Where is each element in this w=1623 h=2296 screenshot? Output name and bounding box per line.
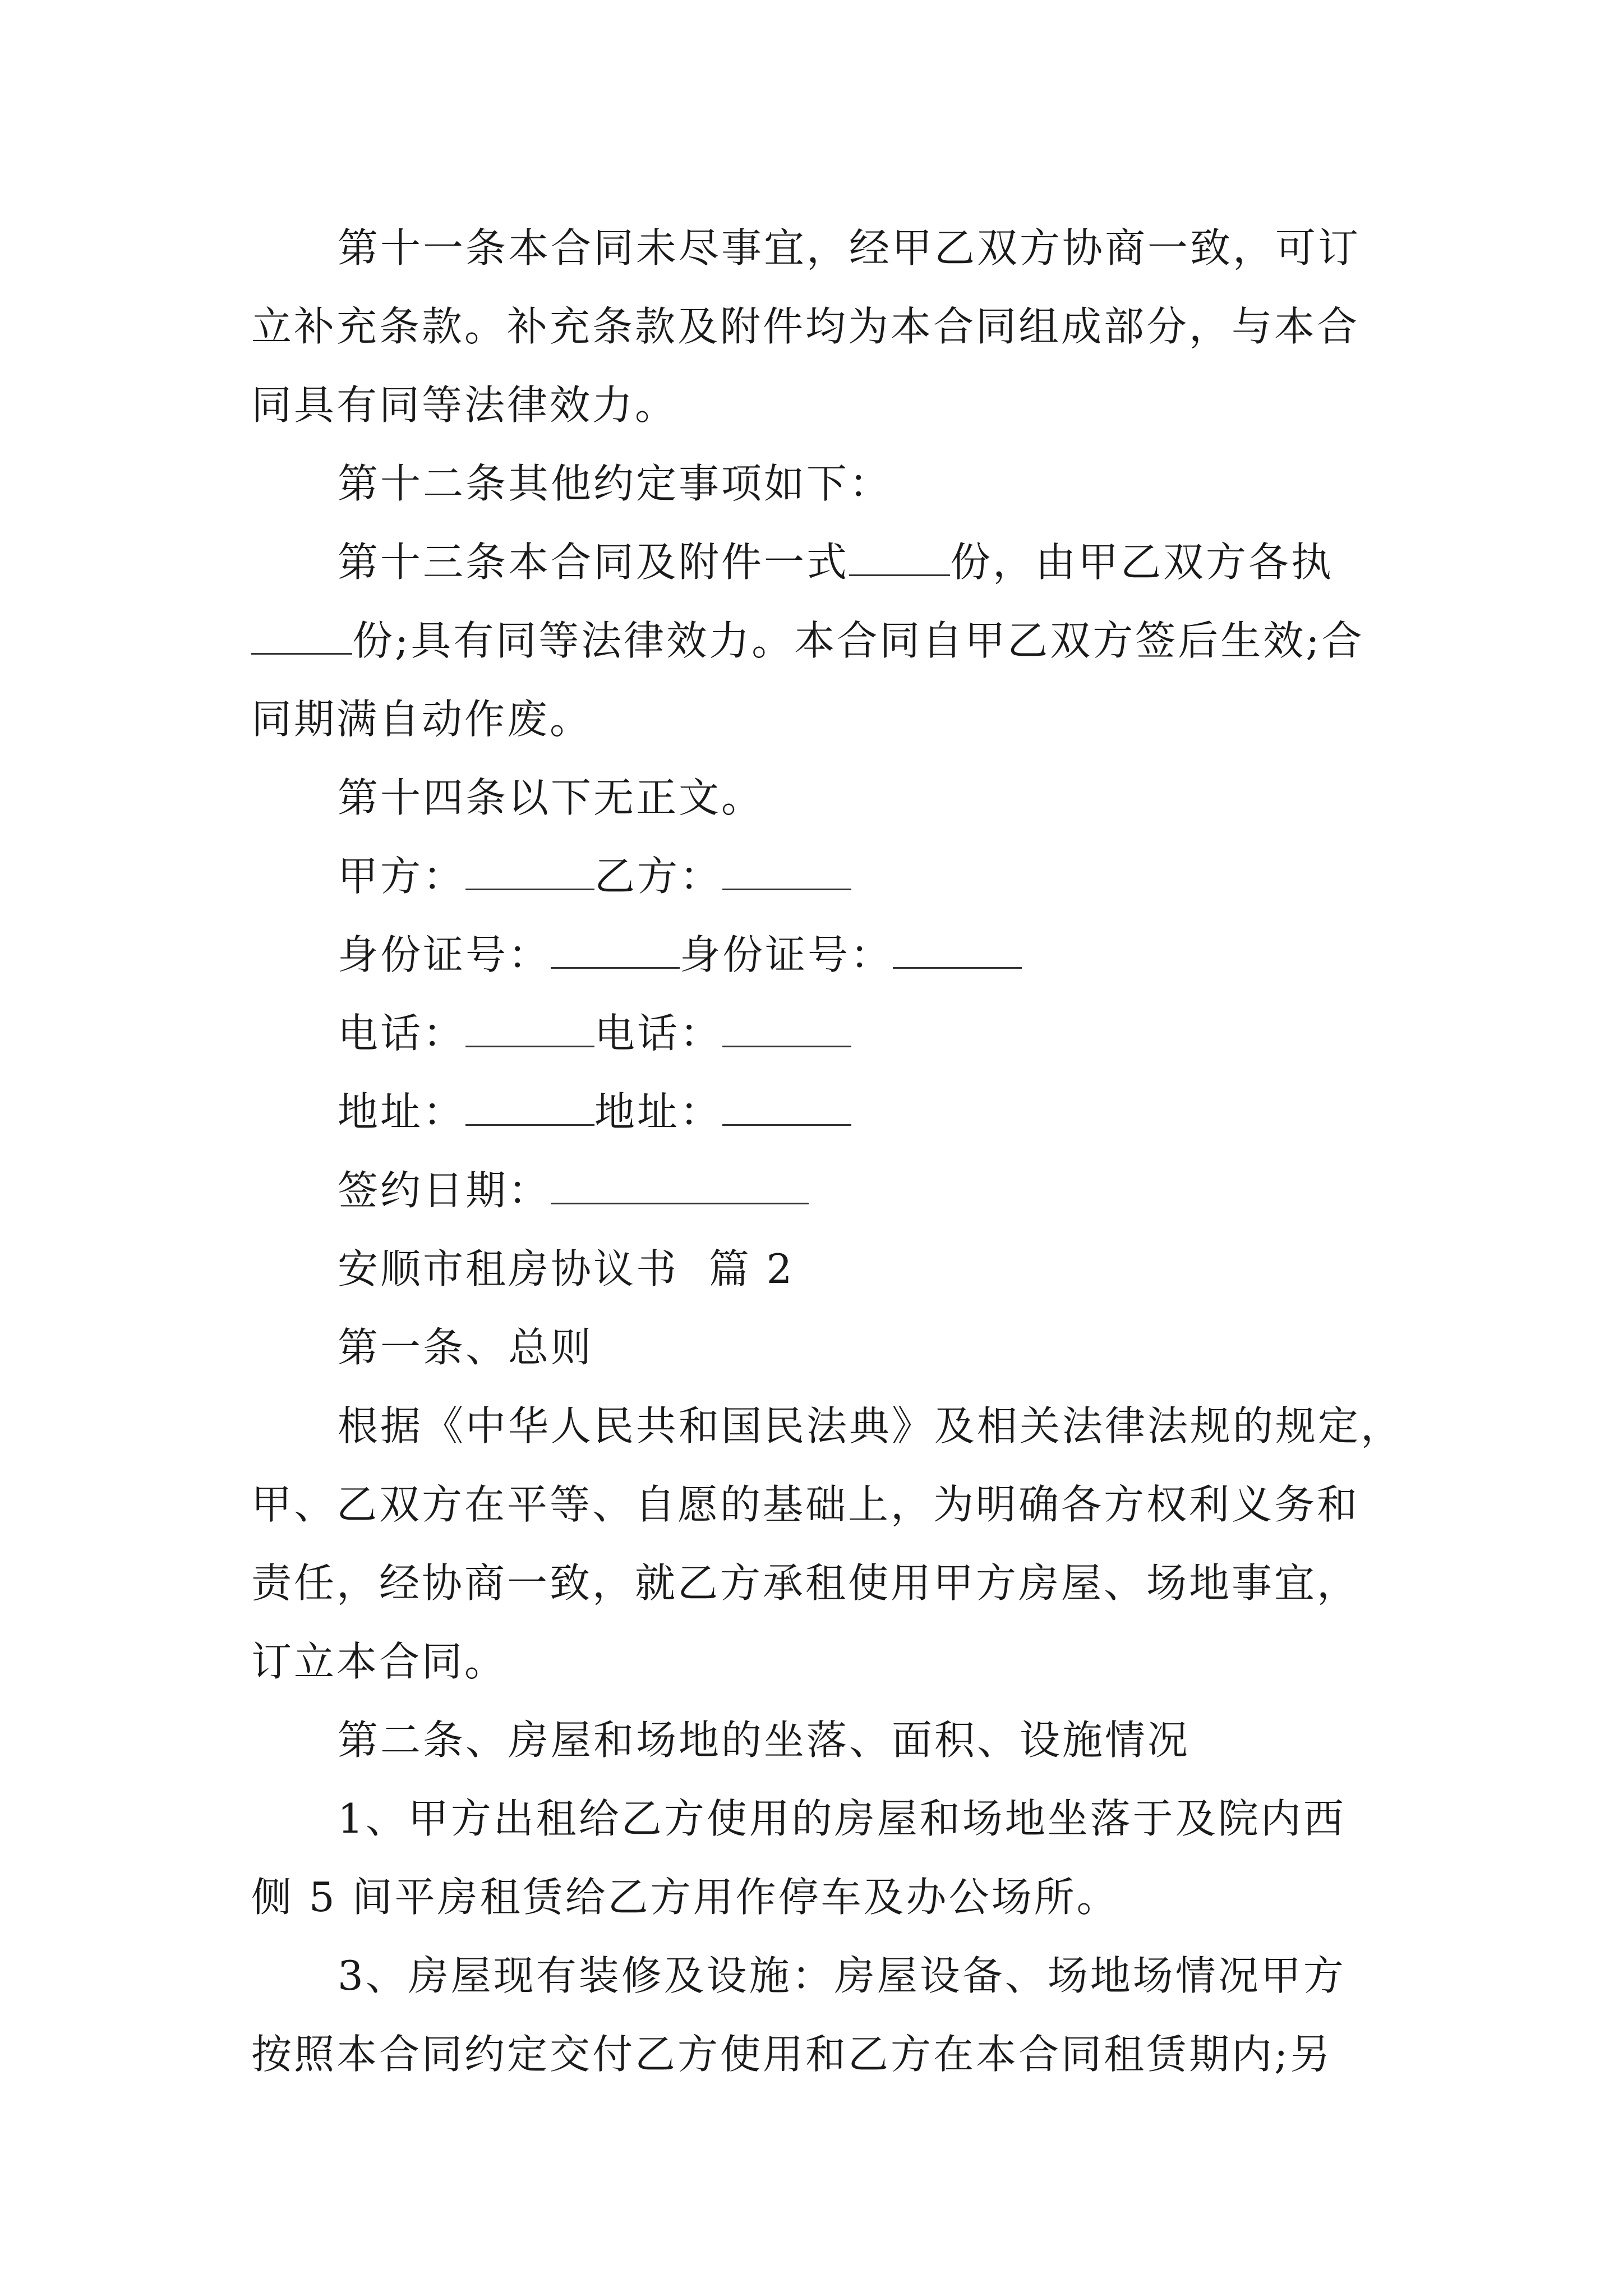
- party-a-blank: [465, 857, 594, 890]
- signature-id-row: [251, 915, 1392, 994]
- s2-art1-line3: 责任，经协商一致，就乙方承租使用甲方房屋、场地事宜，: [251, 1559, 1360, 1607]
- s2-item3-line1: 3、房屋现有装修及设施：房屋设备、场地场情况甲方: [338, 1952, 1346, 1999]
- addr-b-blank: [722, 1093, 851, 1126]
- party-a-label: 甲方：: [338, 853, 466, 900]
- s2-art1-line1: 根据《中华人民共和国民法典》及相关法律法规的规定，: [338, 1402, 1404, 1450]
- signature-party-row: [251, 837, 1392, 915]
- art13-text-c: 份;具有同等法律效力。本合同自甲乙双方签后生效;合: [352, 617, 1364, 664]
- s2-item1-line2: 侧 5 间平房租赁给乙方用作停车及办公场所。: [251, 1874, 1119, 1921]
- s2-art2-title: 第二条、房屋和场地的坐落、面积、设施情况: [338, 1717, 1191, 1764]
- section2-title: 安顺市租房协议书 篇 2: [338, 1245, 795, 1292]
- phone-b-blank: [722, 1014, 851, 1047]
- date-blank: [551, 1171, 809, 1204]
- id-a-blank: [551, 936, 680, 969]
- phone-a-blank: [465, 1014, 594, 1047]
- art11-line1: 第十一条本合同未尽事宜，经甲乙双方协商一致，可订: [338, 224, 1361, 272]
- id-b-label: 身份证号：: [680, 931, 893, 978]
- signature-date-row: [251, 1151, 1392, 1230]
- phone-a-label: 电话：: [338, 1010, 466, 1057]
- party-b-label: 乙方：: [594, 853, 723, 900]
- art13-line3: 同期满自动作废。: [251, 696, 593, 743]
- art13-text-b: 份，由甲乙双方各执: [950, 539, 1334, 586]
- signature-phone-row: [251, 994, 1392, 1073]
- addr-a-blank: [465, 1093, 594, 1126]
- s2-item1-line1: 1、甲方出租给乙方使用的房屋和场地坐落于及院内西: [338, 1795, 1346, 1842]
- art11-line3: 同具有同等法律效力。: [251, 381, 678, 429]
- signature-address-row: [251, 1073, 1392, 1151]
- addr-a-label: 地址：: [338, 1088, 466, 1135]
- phone-b-label: 电话：: [594, 1010, 723, 1057]
- art12: 第十二条其他约定事项如下：: [338, 460, 892, 507]
- copies-total-blank: [849, 543, 950, 576]
- id-a-label: 身份证号：: [338, 931, 551, 978]
- art14: 第十四条以下无正文。: [338, 774, 764, 821]
- s2-art1-line4: 订立本合同。: [251, 1638, 508, 1685]
- art13-line2: [251, 601, 1392, 680]
- art11-line2: 立补充条款。补充条款及附件均为本合同组成部分，与本合: [251, 303, 1360, 350]
- party-b-blank: [722, 857, 851, 890]
- copies-each-blank: [251, 622, 352, 655]
- date-label: 签约日期：: [338, 1167, 551, 1214]
- document-body: [251, 209, 1404, 2093]
- addr-b-label: 地址：: [594, 1088, 723, 1135]
- id-b-blank: [893, 936, 1022, 969]
- art13-text-a: 第十三条本合同及附件一式: [338, 539, 850, 586]
- s2-item3-line2: 按照本合同约定交付乙方使用和乙方在本合同租赁期内;另: [251, 2031, 1333, 2078]
- s2-art1-line2: 甲、乙双方在平等、自愿的基础上，为明确各方权利义务和: [251, 1481, 1360, 1528]
- art13-line1: [251, 523, 1392, 601]
- s2-art1-title: 第一条、总则: [338, 1324, 594, 1371]
